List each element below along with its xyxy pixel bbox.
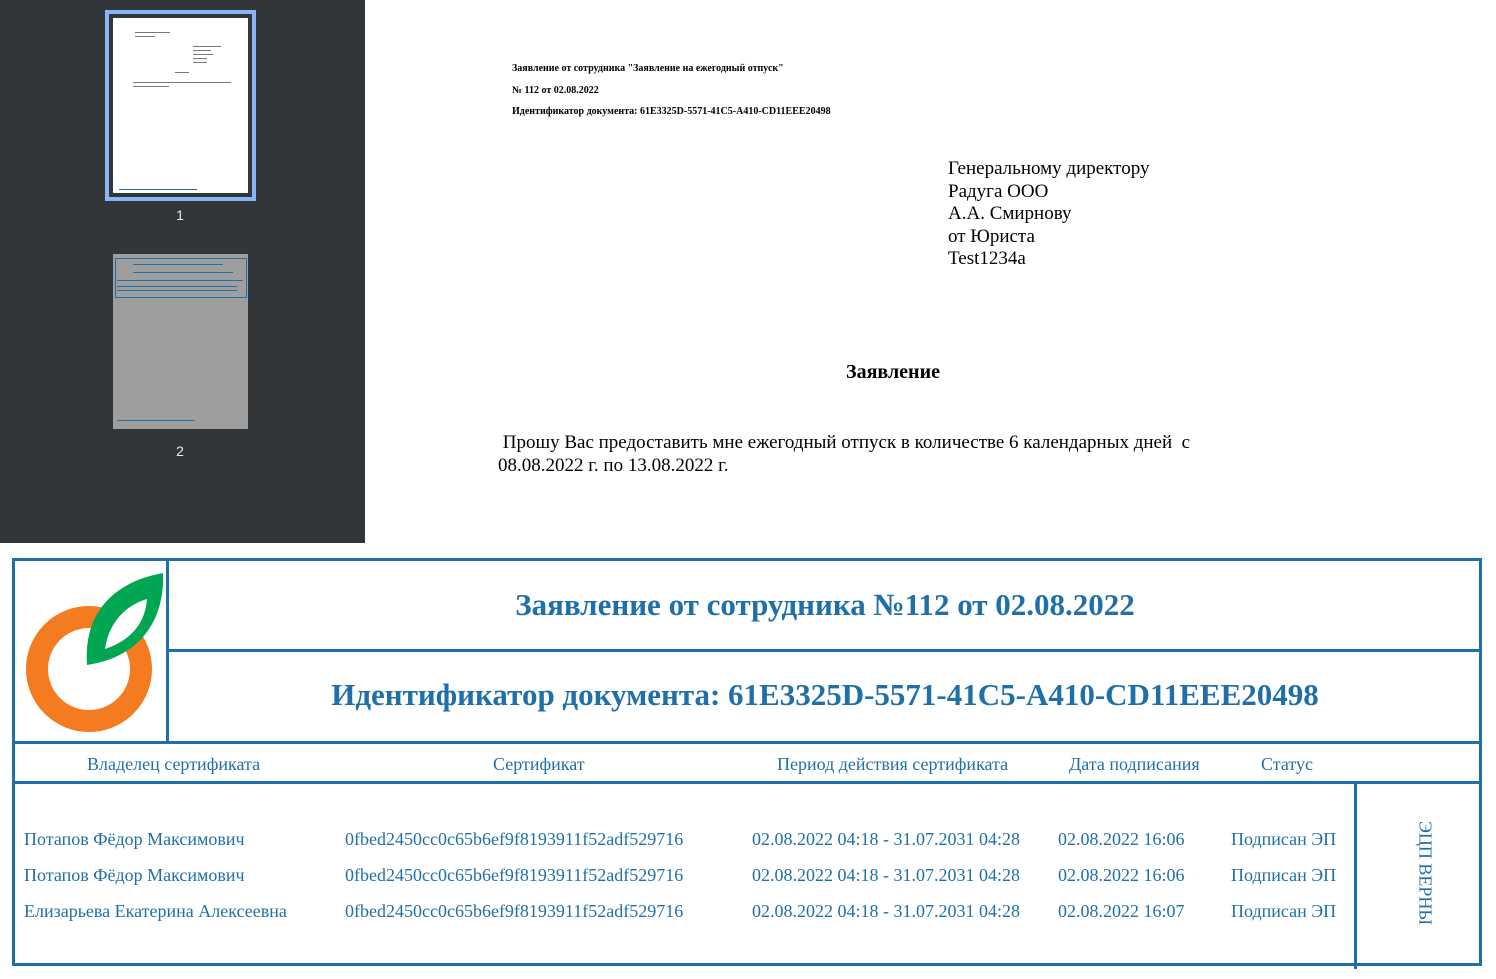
stamp-identifier: Идентификатор документа: 61E3325D-5571-41C5-A410-CD11EEE20498 [331, 677, 1319, 712]
row-1-certificate: 0fbed2450cc0c65b6ef9f8193911f52adf529716 [345, 829, 684, 849]
row-1-status: Подписан ЭП [1231, 829, 1337, 849]
document-header-type: Заявление от сотрудника "Заявление на ежегодный отпуск" [512, 63, 784, 74]
signature-verified-text: ЭЦП ВЕРНЫ [1415, 820, 1436, 926]
page-thumbnail-1[interactable] [105, 10, 256, 201]
row-1-owner: Потапов Фёдор Максимович [24, 829, 245, 849]
company-logo-icon [23, 569, 163, 744]
row-1-period: 02.08.2022 04:18 - 31.07.2031 04:28 [752, 829, 1020, 849]
document-header-identifier: Идентификатор документа: 61E3325D-5571-41C5-A410-CD11EEE20498 [512, 106, 831, 117]
page-thumbnail-2[interactable] [113, 254, 248, 429]
thumbnail-sidebar [0, 0, 365, 543]
signature-verified-label [1369, 783, 1481, 963]
row-3-signed-date: 02.08.2022 16:07 [1058, 901, 1185, 921]
row-3-owner: Елизарьева Екатерина Алексеевна [24, 901, 287, 921]
row-2-certificate: 0fbed2450cc0c65b6ef9f8193911f52adf529716 [345, 865, 684, 885]
addressee-block [948, 158, 1149, 271]
addressee-line: от Юриста [948, 225, 1035, 247]
row-2-owner: Потапов Фёдор Максимович [24, 865, 245, 885]
body-line: 08.08.2022 г. по 13.08.2022 г. [498, 455, 729, 476]
column-header-certificate: Сертификат [493, 754, 585, 774]
column-header-period: Период действия сертификата [777, 754, 1009, 774]
addressee-line: Генеральному директору [948, 158, 1150, 179]
page-number-2: 2 [176, 443, 184, 459]
row-2-signed-date: 02.08.2022 16:06 [1058, 865, 1185, 885]
addressee-line: А.А. Смирнову [948, 203, 1072, 224]
column-header-signed-date: Дата подписания [1069, 754, 1200, 774]
row-3-certificate: 0fbed2450cc0c65b6ef9f8193911f52adf529716 [345, 901, 684, 921]
body-line: Прошу Вас предоставить мне ежегодный отпуск в количестве 6 календарных дней с [498, 432, 1191, 453]
addressee-line: Радуга ООО [948, 180, 1049, 202]
document-body [498, 431, 1258, 477]
addressee-line: Test1234a [948, 248, 1026, 269]
thumbnail-paper [113, 18, 248, 193]
page-number-1: 1 [176, 207, 184, 223]
signature-stamp [12, 558, 1482, 966]
row-3-status: Подписан ЭП [1231, 901, 1337, 921]
row-1-signed-date: 02.08.2022 16:06 [1058, 829, 1185, 849]
row-2-status: Подписан ЭП [1231, 865, 1337, 885]
row-2-period: 02.08.2022 04:18 - 31.07.2031 04:28 [752, 865, 1020, 885]
document-header-number: № 112 от 02.08.2022 [512, 85, 599, 96]
stamp-title: Заявление от сотрудника №112 от 02.08.2022 [515, 587, 1135, 622]
column-header-status: Статус [1261, 754, 1313, 774]
document-title: Заявление [846, 361, 940, 383]
row-3-period: 02.08.2022 04:18 - 31.07.2031 04:28 [752, 901, 1020, 921]
column-header-owner: Владелец сертификата [87, 754, 261, 774]
